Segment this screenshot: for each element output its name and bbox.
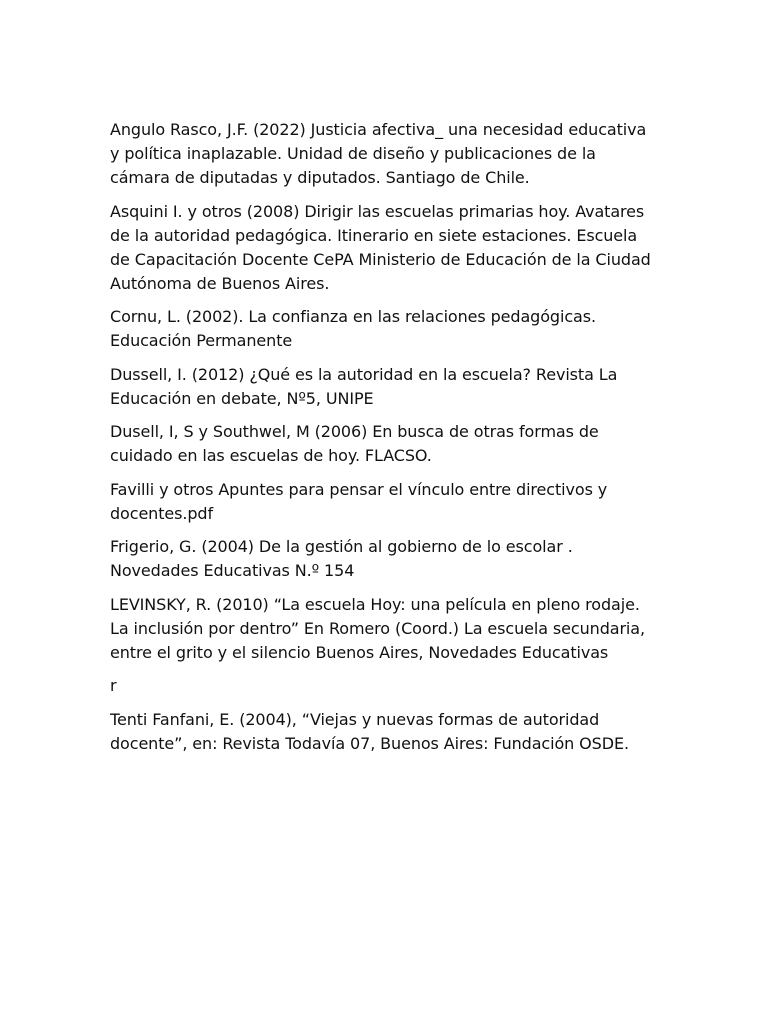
reference-item: LEVINSKY, R. (2010) “La escuela Hoy: una película en pleno rodaje. La inclusión por dentro” En Romero (Coord.) La escuela secundaria, entre el grito y el silencio Buenos Aires, Novedades Educativas [110, 594, 645, 662]
reference-item: r [110, 676, 117, 695]
reference-item: Dussell, I. (2012) ¿Qué es la autoridad en la escuela? Revista La Educación en debate, Nº5, UNIPE [110, 364, 618, 408]
reference-item: Asquini I. y otros (2008) Dirigir las escuelas primarias hoy. Avatares de la autoridad pedagógica. Itinerario en siete estaciones. Escuela de Capacitación Docente CePA Ministerio de Educación de la Ciudad Autónoma de Buenos Aires. [110, 201, 651, 293]
reference-item: Tenti Fanfani, E. (2004), “Viejas y nuevas formas de autoridad docente”, en: Revista Todavía 07, Buenos Aires: Fundación OSDE. [110, 709, 629, 753]
reference-item: Angulo Rasco, J.F. (2022) Justicia afectiva_ una necesidad educativa y política inaplazable. Unidad de diseño y publicaciones de la cámara de diputadas y diputados. Santiago de Chile. [110, 120, 647, 187]
reference-item: Dusell, I, S y Southwel, M (2006) En busca de otras formas de cuidado en las escuelas de hoy. FLACSO. [110, 422, 599, 465]
reference-item: Favilli y otros Apuntes para pensar el vínculo entre directivos y docentes.pdf [110, 479, 608, 523]
reference-item: Frigerio, G. (2004) De la gestión al gobierno de lo escolar . Novedades Educativas N.º 154 [110, 537, 573, 580]
reference-item: Cornu, L. (2002). La confianza en las relaciones pedagógicas. Educación Permanente [110, 307, 596, 350]
reference-list [110, 118, 658, 765]
